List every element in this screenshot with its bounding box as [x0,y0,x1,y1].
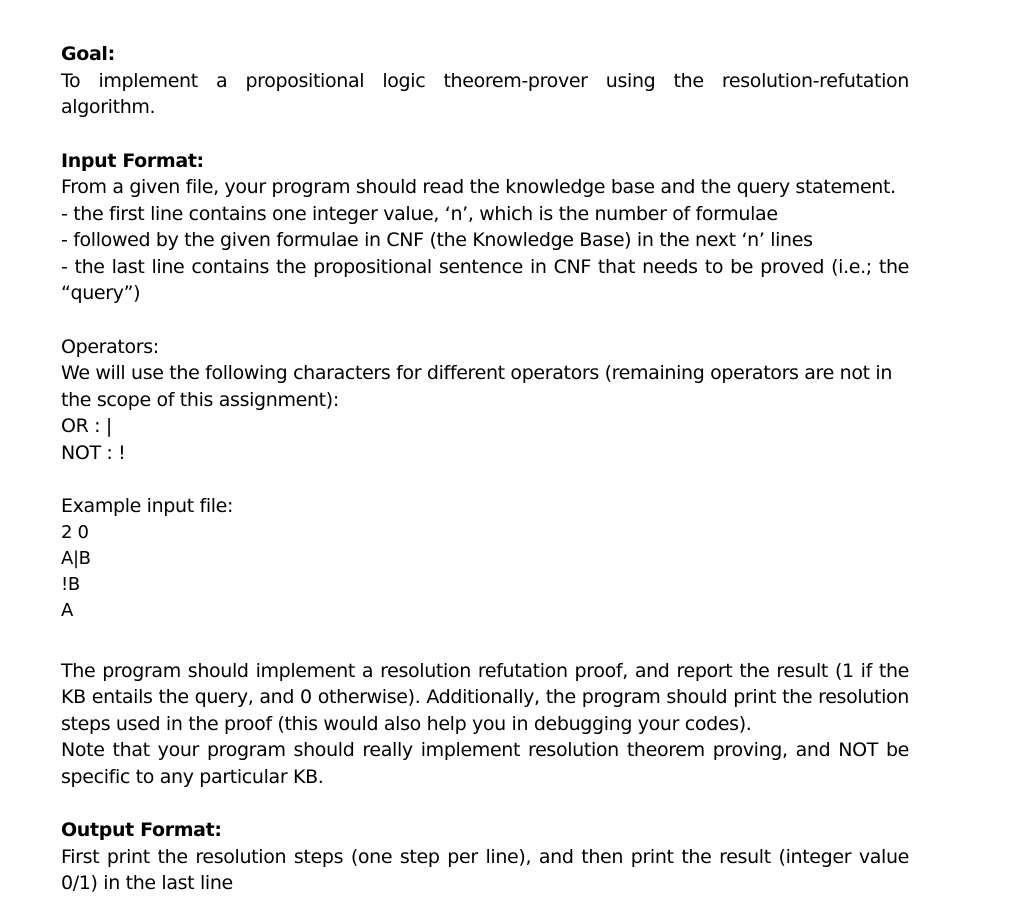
section-gap [61,121,909,148]
output-format-heading: Output Format: [61,819,222,841]
section-gap [61,624,909,658]
input-format-bullet: - followed by the given formulae in CNF (the Knowledge Base) in the next ‘n’ lines [61,229,813,251]
example-line: !B [61,573,80,595]
goal-text: To implement a propositional logic theorem-prover using the resolution-refutation algorithm. [61,69,909,118]
input-format-bullet: - the first line contains one integer value, ‘n’, which is the number of formulae [61,202,778,225]
operator-or: OR : | [61,415,112,437]
input-format-heading: Input Format: [61,149,204,172]
description-note: Note that your program should really implement resolution theorem proving, and NOT be specific to any particular KB. [61,739,909,788]
example-line: A [61,599,73,621]
operators-heading: Operators: [61,335,159,358]
goal-heading: Goal: [61,43,115,65]
example-file [61,520,909,624]
section-gap [61,790,909,817]
example-line: A|B [61,547,91,569]
example-line: 2 0 [61,521,89,543]
section-gap [61,307,909,334]
input-format-bullet: - the last line contains the propositional sentence in CNF that needs to be proved (i.e.; the “query”) [61,255,909,304]
assignment-document [61,41,909,897]
input-format-intro: From a given file, your program should read the knowledge base and the query statement. [61,176,896,198]
operator-not: NOT : ! [61,441,126,464]
output-format-text: First print the resolution steps (one step per line), and then print the result (integer value 0/1) in the last line [61,845,909,894]
operators-intro: We will use the following characters for different operators (remaining operators are not in the scope of this assignment): [61,362,893,411]
section-gap [61,466,909,493]
description-paragraph: The program should implement a resolution refutation proof, and report the result (1 if the KB entails the query, and 0 otherwise). Additionally, the program should print the resolution steps used in the proof (this would also help you in debugging your codes). [61,659,909,735]
example-heading: Example input file: [61,495,234,517]
